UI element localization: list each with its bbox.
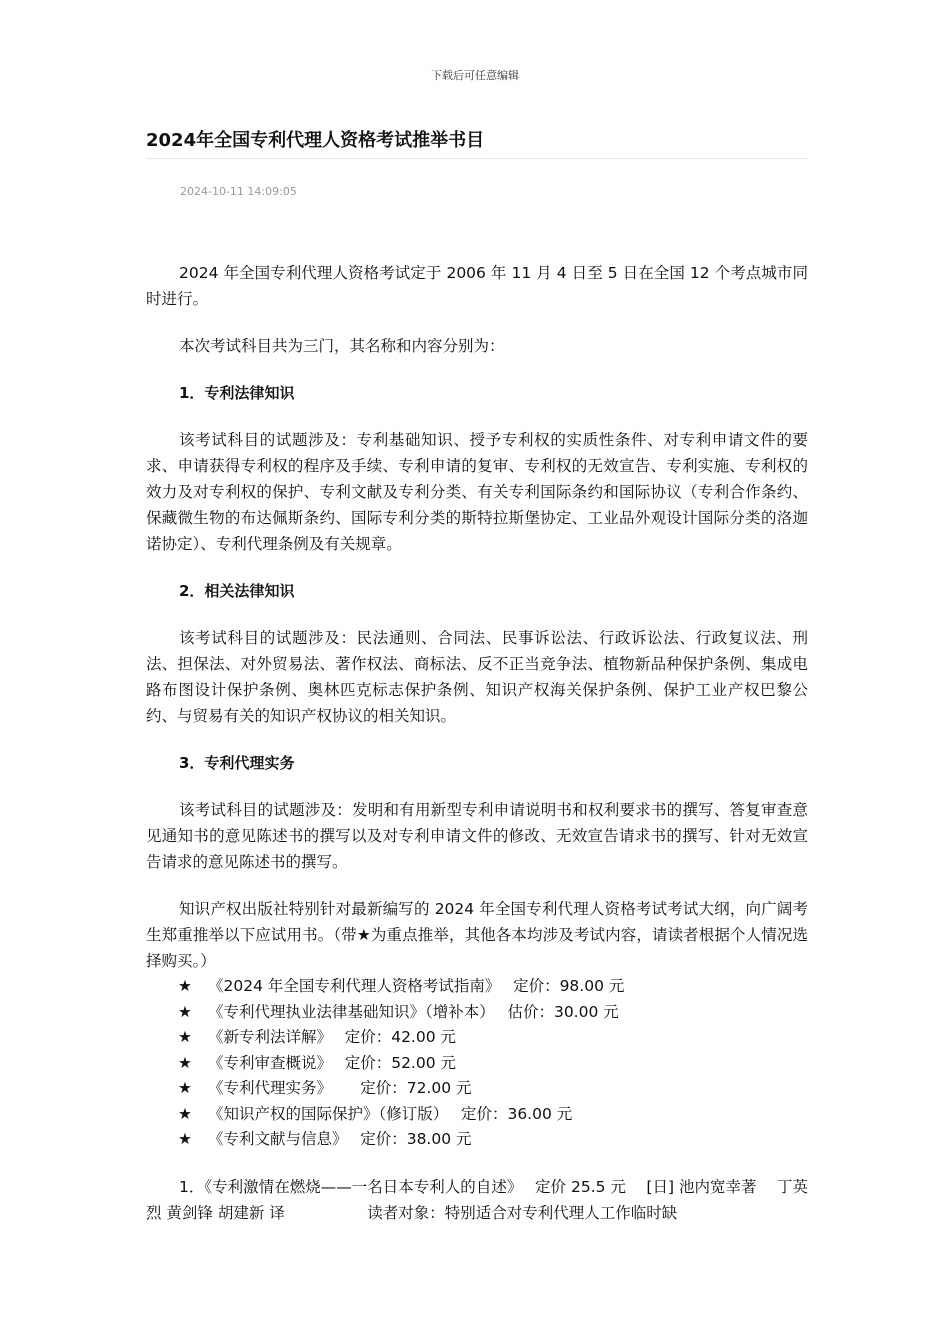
book-name: 《专利代理执业法律基础知识》（增补本）	[208, 1002, 488, 1021]
article-body	[146, 260, 808, 1247]
book-gap	[493, 977, 513, 995]
header-note: 下载后可任意编辑	[431, 69, 519, 82]
book-price: 定价：98.00 元	[513, 977, 625, 995]
recommended-book-list	[146, 974, 808, 1153]
book-price: 估价：30.00 元	[507, 1002, 619, 1021]
book-price: 定价：52.00 元	[344, 1053, 457, 1072]
subjects-intro-paragraph: 本次考试科目共为三门，其名称和内容分别为：	[179, 337, 505, 355]
subject-3-heading: 3．专利代理实务	[179, 754, 295, 772]
book-item	[146, 1076, 808, 1102]
subject-2-heading: 2．相关法律知识	[179, 582, 295, 600]
publish-timestamp: 2024-10-11 14:09:05	[180, 185, 297, 198]
star-icon: ★	[178, 977, 192, 995]
book-item	[146, 1025, 808, 1051]
book-gap	[441, 1105, 461, 1123]
book-name: 《新专利法详解》	[208, 1028, 325, 1046]
book-item	[146, 1051, 808, 1077]
book-name: 《2024 年全国专利代理人资格考试指南》	[208, 977, 493, 995]
book-price: 定价：36.00 元	[460, 1104, 573, 1123]
star-icon: ★	[178, 1130, 192, 1148]
book-1-paragraph: 1．《专利激情在燃烧——一名日本专利人的自述》 定价 25.5 元 [日] 池内宽幸著 丁英烈 黄剑锋 胡建新 译 读者对象：特别适合对专利代理人工作临时缺	[146, 1177, 808, 1222]
book-gap	[340, 1130, 360, 1148]
recommend-paragraph: 知识产权出版社特别针对最新编写的 2024 年全国专利代理人资格考试考试大纲，向广阔考生郑重推举以下应试用书。（带★为重点推举，其他各本均涉及考试内容，请读者根据个人情况选择购买。）	[146, 900, 808, 970]
subject-1-body: 该考试科目的试题涉及：专利基础知识、授予专利权的实质性条件、对专利申请文件的要求、申请获得专利权的程序及手续、专利申请的复审、专利权的无效宣告、专利实施、专利权的效力及对专利权的保护、专利文献及专利分类、有关专利国际条约和国际协议（专利合作条约、保藏微生物的布达佩斯条约、国际专利分类的斯特拉斯堡协定、工业品外观设计国际分类的洛迦诺协定）、专利代理条例及有关规章。	[146, 431, 808, 553]
book-price: 定价：72.00 元	[360, 1079, 472, 1097]
book-name: 《专利代理实务》	[208, 1079, 325, 1097]
book-item	[146, 1000, 808, 1026]
intro-paragraph: 2024 年全国专利代理人资格考试定于 2006 年 11 月 4 日至 5 日在全国 12 个考点城市同时进行。	[146, 264, 808, 308]
star-icon: ★	[178, 1028, 192, 1046]
book-name: 《知识产权的国际保护》（修订版）	[208, 1104, 441, 1123]
book-price: 定价：42.00 元	[344, 1028, 457, 1046]
star-icon: ★	[178, 1002, 192, 1021]
book-gap	[324, 1079, 360, 1097]
subject-3-body: 该考试科目的试题涉及：发明和有用新型专利申请说明书和权利要求书的撰写、答复审查意见通知书的意见陈述书的撰写以及对专利申请文件的修改、无效宣告请求书的撰写、针对无效宣告请求的意见陈述书的撰写。	[146, 801, 808, 871]
book-item	[146, 1127, 808, 1153]
book-name: 《专利文献与信息》	[208, 1130, 340, 1148]
book-item	[146, 974, 808, 1000]
book-item	[146, 1102, 808, 1128]
subject-2-body: 该考试科目的试题涉及：民法通则、合同法、民事诉讼法、行政诉讼法、行政复议法、刑法、担保法、对外贸易法、著作权法、商标法、反不正当竞争法、植物新品种保护条例、集成电路布图设计保护条例、奥林匹克标志保护条例、知识产权海关保护条例、保护工业产权巴黎公约、与贸易有关的知识产权协议的相关知识。	[146, 629, 808, 725]
star-icon: ★	[178, 1079, 192, 1097]
book-gap	[487, 1003, 507, 1021]
star-icon: ★	[178, 1053, 192, 1072]
star-icon: ★	[178, 1104, 192, 1123]
book-gap	[324, 1028, 344, 1046]
page-title: 2024年全国专利代理人资格考试推举书目	[146, 126, 808, 159]
subject-1-heading: 1．专利法律知识	[179, 384, 295, 402]
book-price: 定价：38.00 元	[360, 1130, 472, 1148]
book-gap	[324, 1054, 344, 1072]
book-name: 《专利审查概说》	[208, 1053, 325, 1072]
